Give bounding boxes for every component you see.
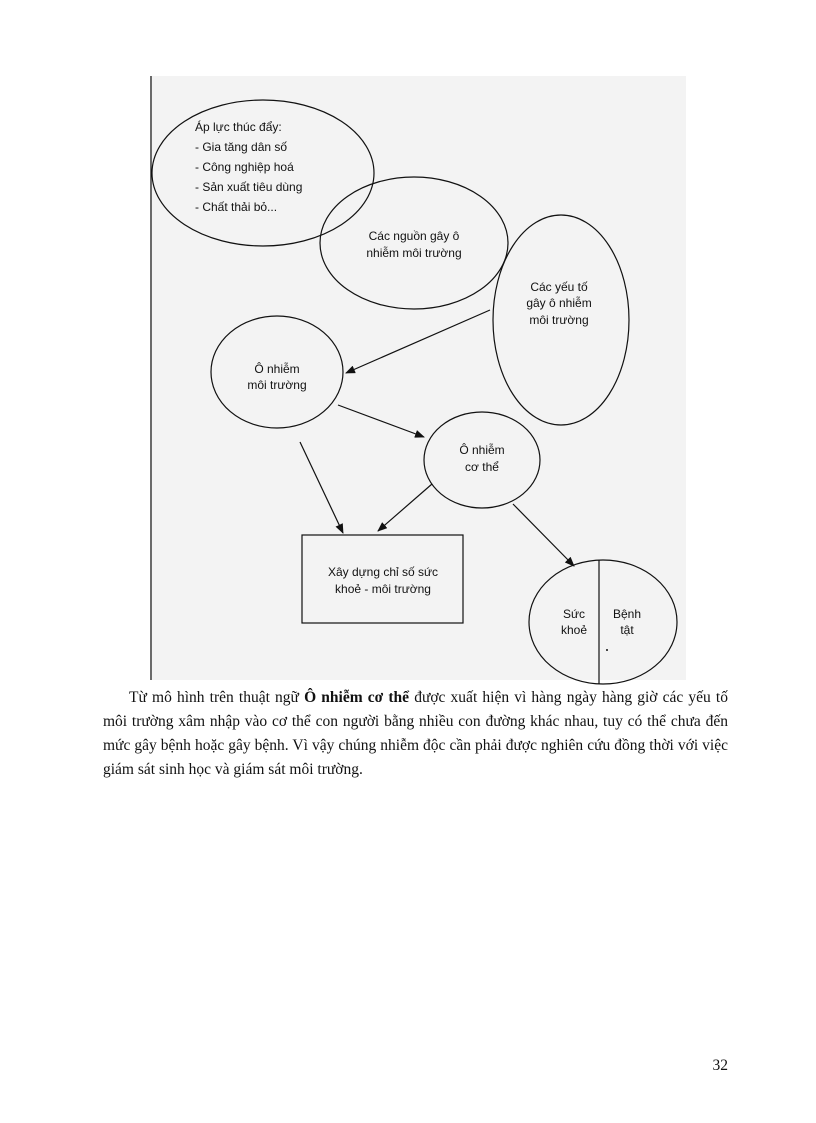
- sources-label: nhiễm môi trường: [366, 246, 462, 260]
- body-paragraph: [103, 686, 728, 782]
- arrow-body-to-index: [378, 484, 432, 531]
- index-box: [302, 535, 463, 623]
- sources-label: Các nguồn gây ô: [368, 229, 460, 243]
- health-label: Sức: [562, 607, 586, 621]
- factors-label: Các yếu tố: [530, 280, 588, 294]
- arrow-body-to-health: [513, 504, 574, 566]
- index-label: Xây dựng chỉ số sức: [327, 565, 439, 579]
- paragraph-text: được xuất hiện vì hàng ngày hàng giờ các yếu tố môi trường xâm nhập vào cơ thể con người bằng nhiều con đường khác nhau, tuy có thể chưa đến mức gây bệnh hoặc gây bệnh. Vì vậy chúng nhiễm độc cần phải được nghiên cứu đồng thời với việc giám sát sinh học và giám sát môi trường.: [103, 689, 728, 778]
- factors-label: gây ô nhiễm: [526, 296, 592, 310]
- factors-label: môi trường: [529, 313, 589, 327]
- paragraph-text: Từ mô hình trên thuật ngữ: [129, 689, 305, 706]
- pressure-item: - Công nghiệp hoá: [195, 160, 294, 174]
- health-label: khoẻ: [560, 623, 588, 637]
- environment-health-diagram: [150, 76, 686, 680]
- pressure-item: - Sản xuất tiêu dùng: [195, 180, 303, 194]
- env-pollution-label: môi trường: [247, 378, 307, 392]
- pressure-title: Áp lực thúc đẩy:: [195, 120, 282, 134]
- dot-mark: [606, 649, 608, 651]
- page-number: 32: [712, 1057, 728, 1074]
- env-pollution-label: Ô nhiễm: [254, 362, 300, 376]
- paragraph-term: Ô nhiễm cơ thể: [304, 689, 410, 706]
- pressure-item: - Gia tăng dân số: [195, 140, 288, 154]
- disease-label: tật: [620, 623, 634, 637]
- diagram-canvas: [150, 76, 686, 680]
- health-disease-circle: [529, 560, 677, 684]
- body-pollution-label: Ô nhiễm: [459, 443, 505, 457]
- body-pollution-label: cơ thể: [465, 460, 499, 474]
- arrow-env-to-body: [338, 405, 424, 437]
- arrow-factors-to-env: [346, 310, 490, 373]
- index-label: khoẻ - môi trường: [335, 582, 431, 596]
- sources-ellipse: [320, 177, 508, 309]
- arrow-env-to-index: [300, 442, 343, 533]
- pressure-item: - Chất thải bỏ...: [195, 200, 278, 214]
- disease-label: Bệnh: [612, 607, 642, 621]
